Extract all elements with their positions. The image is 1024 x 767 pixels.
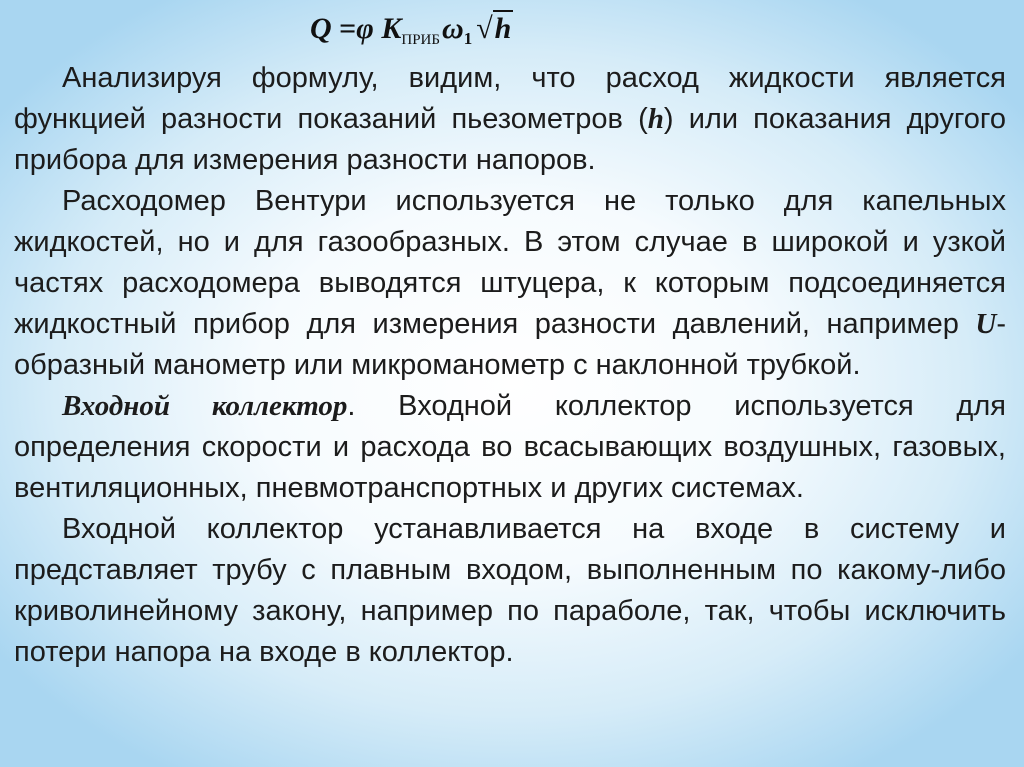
formula-phi: φ bbox=[356, 12, 374, 45]
formula-omega: ω bbox=[441, 12, 464, 45]
paragraph-1-text-a: Анализируя формулу, видим, что расход жидкости является функцией разности показаний пьезометров ( bbox=[14, 62, 1006, 135]
formula-omega-subscript: 1 bbox=[463, 29, 473, 48]
formula-k: K bbox=[381, 12, 402, 45]
body-text bbox=[14, 58, 1006, 673]
paragraph-2-text-b: -образный манометр или микроманометр с наклонной трубкой. bbox=[14, 308, 1006, 381]
paragraph-3-text: . Входной коллектор используется для определения скорости и расхода во всасывающих воздушных, газовых, вентиляционных, пневмотранспортных и других системах. bbox=[14, 390, 1006, 504]
formula-k-subscript: ПРИБ bbox=[401, 32, 440, 48]
variable-h: h bbox=[647, 103, 664, 135]
flow-formula bbox=[310, 12, 513, 49]
term-input-collector: Входной коллектор bbox=[62, 390, 348, 422]
formula-q: Q bbox=[310, 12, 332, 45]
paragraph-1-text-b: ) или показания другого прибора для измерения разности напоров. bbox=[14, 103, 1006, 176]
paragraph-1 bbox=[14, 58, 1006, 181]
variable-u: U bbox=[975, 308, 997, 340]
sqrt-sign: √ bbox=[476, 12, 493, 45]
paragraph-2 bbox=[14, 181, 1006, 386]
formula-h: h bbox=[494, 12, 512, 45]
formula-equals: = bbox=[339, 12, 357, 45]
paragraph-4: Входной коллектор устанавливается на входе в систему и представляет трубу с плавным входом, выполненным по какому-либо криволинейному закону, например по параболе, так, чтобы исключить потери напора на входе в коллектор. bbox=[14, 513, 1006, 668]
paragraph-3 bbox=[14, 386, 1006, 509]
paragraph-2-text-a: Расходомер Вентури используется не только для капельных жидкостей, но и для газообразных. В этом случае в широкой и узкой частях расходомера выводятся штуцера, к которым подсоединяется жидкостный прибор для измерения разности давлений, например bbox=[14, 185, 1006, 340]
